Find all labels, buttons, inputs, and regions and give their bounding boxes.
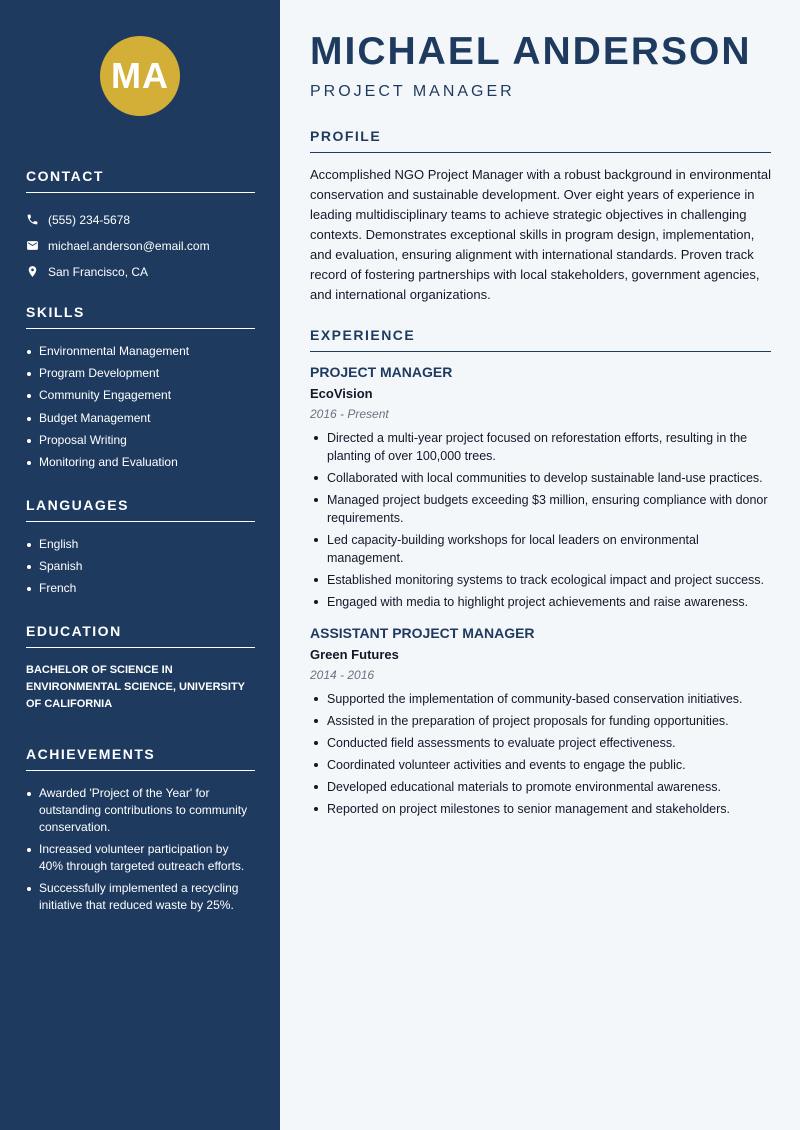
location-pin-icon [26, 265, 40, 279]
job-bullet: Collaborated with local communities to develop sustainable land-use practices. [310, 469, 771, 487]
education-degree: BACHELOR OF SCIENCE IN ENVIRONMENTAL SCIENCE, UNIVERSITY OF CALIFORNIA [26, 664, 245, 710]
page-title: MICHAEL ANDERSON [310, 30, 752, 73]
job-bullet: Supported the implementation of community-based conservation initiatives. [310, 690, 771, 708]
skill-item: Proposal Writing [26, 432, 255, 449]
contact-phone [26, 207, 255, 233]
skill-item: Environmental Management [26, 343, 255, 360]
languages-section [26, 497, 255, 603]
language-item: English [26, 536, 255, 553]
location-text: San Francisco, CA [48, 265, 149, 279]
profile-section [310, 128, 771, 305]
skill-item: Budget Management [26, 410, 255, 427]
contact-heading: CONTACT [26, 168, 255, 193]
achievements-list [26, 785, 255, 914]
education-section [26, 623, 255, 713]
job-bullet: Managed project budgets exceeding $3 million, ensuring compliance with donor requirements. [310, 491, 771, 527]
job-bullet: Assisted in the preparation of project proposals for funding opportunities. [310, 712, 771, 730]
contact-location [26, 259, 255, 285]
job-bullet: Directed a multi-year project focused on reforestation efforts, resulting in the planting of over 100,000 trees. [310, 429, 771, 465]
sidebar [0, 0, 280, 1130]
job-title: PROJECT MANAGER [310, 364, 453, 380]
job-dates: 2016 - Present [310, 407, 389, 421]
education-heading: EDUCATION [26, 623, 255, 648]
company-name: EcoVision [310, 386, 373, 401]
job-bullet: Coordinated volunteer activities and events to engage the public. [310, 756, 771, 774]
achievements-heading: ACHIEVEMENTS [26, 746, 255, 771]
job-bullet: Engaged with media to highlight project achievements and raise awareness. [310, 593, 771, 611]
job-bullet: Reported on project milestones to senior management and stakeholders. [310, 800, 771, 818]
achievement-item: Increased volunteer participation by 40% through targeted outreach efforts. [26, 841, 255, 875]
job-dates: 2014 - 2016 [310, 668, 375, 682]
language-item: French [26, 580, 255, 597]
phone-icon [26, 213, 40, 227]
experience-section [310, 327, 771, 822]
company-name: Green Futures [310, 647, 399, 662]
skill-item: Program Development [26, 365, 255, 382]
achievement-item: Awarded 'Project of the Year' for outstanding contributions to community conservation. [26, 785, 255, 836]
job-entry [310, 625, 771, 818]
achievement-item: Successfully implemented a recycling initiative that reduced waste by 25%. [26, 880, 255, 914]
job-bullet: Developed educational materials to promote environmental awareness. [310, 778, 771, 796]
skill-item: Community Engagement [26, 387, 255, 404]
job-bullet: Conducted field assessments to evaluate project effectiveness. [310, 734, 771, 752]
job-role: PROJECT MANAGER [310, 83, 515, 100]
skills-list [26, 343, 255, 471]
languages-heading: LANGUAGES [26, 497, 255, 522]
job-bullets [310, 429, 771, 611]
achievements-section [26, 746, 255, 919]
job-title: ASSISTANT PROJECT MANAGER [310, 625, 535, 641]
languages-list [26, 536, 255, 597]
phone-text[interactable]: (555) 234-5678 [48, 213, 131, 227]
profile-heading: PROFILE [310, 128, 771, 153]
job-bullet: Led capacity-building workshops for local leaders on environmental management. [310, 531, 771, 567]
job-bullet: Established monitoring systems to track ecological impact and project success. [310, 571, 771, 589]
experience-heading: EXPERIENCE [310, 327, 771, 352]
job-bullets [310, 690, 771, 818]
language-item: Spanish [26, 558, 255, 575]
email-icon [26, 239, 40, 253]
profile-text: Accomplished NGO Project Manager with a robust background in environmental conservation and sustainable development. Over eight years of experience in leading multidisciplinary teams to achieve strategic objectives in challenging contexts. Demonstrates exceptional skills in program design, implementation, and evaluation, ensuring alignment with international standards. Proven track record of fostering partnerships with local stakeholders, government agencies, and international organizations. [310, 167, 772, 302]
skills-section [26, 304, 255, 476]
contact-email [26, 233, 255, 259]
contact-section [26, 168, 255, 285]
avatar: MA [100, 36, 180, 116]
job-entry [310, 364, 771, 611]
skills-heading: SKILLS [26, 304, 255, 329]
skill-item: Monitoring and Evaluation [26, 454, 255, 471]
email-text[interactable]: michael.anderson@email.com [48, 239, 210, 253]
